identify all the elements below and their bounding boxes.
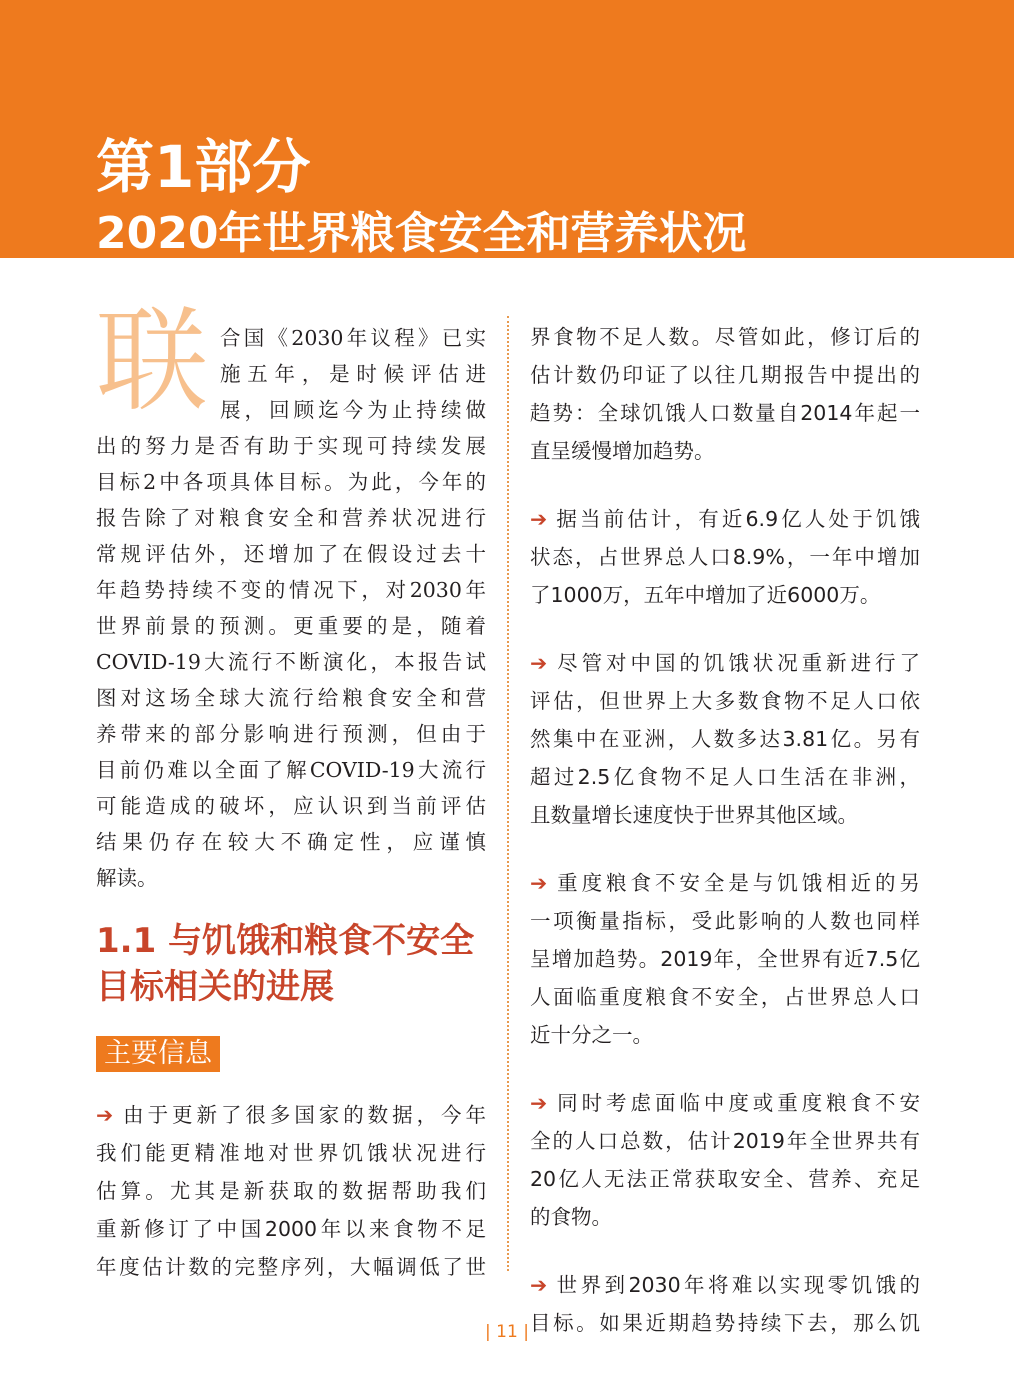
bullet-line: 由于更新了很多国家的数据，今年	[119, 1103, 486, 1127]
bullet-line: 的食物。	[530, 1205, 612, 1229]
bullet-line: 一项衡量指标，受此影响的人数也同样	[530, 909, 920, 933]
column-divider	[507, 316, 509, 1271]
intro-line: 目前仍难以全面了解COVID-19大流行	[96, 758, 486, 782]
bullet-line: 界食物不足人数。尽管如此，修订后的	[530, 325, 920, 349]
bullet-line: 趋势：全球饥饿人口数量自2014年起一	[530, 401, 920, 425]
intro-line: 解读。	[96, 866, 158, 890]
bullet-line: 世界到2030年将难以实现零饥饿的	[553, 1273, 920, 1297]
bullet-line: 状态，占世界总人口8.9%，一年中增加	[530, 545, 920, 569]
intro-line: 施五年，是时候评估进	[220, 362, 486, 386]
arrow-icon: ➔	[530, 871, 548, 895]
intro-line: 世界前景的预测。更重要的是，随着	[96, 614, 486, 638]
key-message-bullet	[530, 864, 920, 1054]
bullet-line: 人面临重度粮食不安全，占世界总人口	[530, 985, 920, 1009]
key-message-bullet	[530, 500, 920, 614]
chapter-number-title: 第1部分	[96, 133, 311, 201]
intro-line: 养带来的部分影响进行预测，但由于	[96, 722, 486, 746]
bullet-line: 重度粮食不安全是与饥饿相近的另	[553, 871, 920, 895]
intro-line: 可能造成的破坏，应认识到当前评估	[96, 794, 486, 818]
bullet-line: 呈增加趋势。2019年，全世界有近7.5亿	[530, 947, 920, 971]
key-message-bullet	[530, 1084, 920, 1236]
bullet-line: 超过2.5亿食物不足人口生活在非洲，	[530, 765, 920, 789]
section-heading-line: 目标相关的进展	[96, 967, 334, 1007]
chapter-header	[0, 0, 1014, 258]
arrow-icon: ➔	[530, 507, 548, 531]
bullet-line: 近十分之一。	[530, 1023, 653, 1047]
arrow-icon: ➔	[530, 1091, 548, 1115]
intro-line: 目标2中各项具体目标。为此，今年的	[96, 470, 486, 494]
bullet-line: 估计数仍印证了以往几期报告中提出的	[530, 363, 920, 387]
arrow-icon: ➔	[530, 651, 548, 675]
bullet-line: 据当前估计，有近6.9亿人处于饥饿	[553, 507, 920, 531]
intro-line: 展，回顾迄今为止持续做	[220, 398, 486, 422]
bullet-line: 重新修订了中国2000年以来食物不足	[96, 1217, 486, 1241]
arrow-icon: ➔	[530, 1273, 548, 1297]
intro-line: 年趋势持续不变的情况下，对2030年	[96, 578, 486, 602]
arrow-icon: ➔	[96, 1103, 114, 1127]
continued-bullet	[530, 318, 920, 470]
intro-line: 图对这场全球大流行给粮食安全和营	[96, 686, 486, 710]
left-column	[96, 297, 486, 1286]
intro-paragraph	[96, 297, 486, 890]
bullet-line: 估算。尤其是新获取的数据帮助我们	[96, 1179, 486, 1203]
key-message-bullet	[530, 644, 920, 834]
bullet-line: 目标。如果近期趋势持续下去，那么饥	[530, 1311, 920, 1335]
bullet-line: 全的人口总数，估计2019年全世界共有	[530, 1129, 920, 1153]
bullet-line: 且数量增长速度快于世界其他区域。	[530, 803, 858, 827]
intro-line: 合国《2030年议程》已实	[220, 326, 486, 350]
section-heading	[96, 918, 486, 1010]
page-number: | 11 |	[485, 1322, 529, 1342]
bullet-line: 20亿人无法正常获取安全、营养、充足	[530, 1167, 920, 1191]
drop-cap: 联	[96, 297, 208, 427]
bullet-line: 尽管对中国的饥饿状况重新进行了	[553, 651, 920, 675]
intro-line: 结果仍存在较大不确定性，应谨慎	[96, 830, 486, 854]
bullet-line: 评估，但世界上大多数食物不足人口依	[530, 689, 920, 713]
bullet-line: 直呈缓慢增加趋势。	[530, 439, 715, 463]
intro-line: 常规评估外，还增加了在假设过去十	[96, 542, 486, 566]
bullet-line: 我们能更精准地对世界饥饿状况进行	[96, 1141, 486, 1165]
section-heading-line: 1.1 与饥饿和粮食不安全	[96, 921, 475, 961]
bullet-line: 年度估计数的完整序列，大幅调低了世	[96, 1255, 486, 1279]
intro-line: COVID-19大流行不断演化，本报告试	[96, 650, 486, 674]
right-column	[530, 318, 920, 1372]
chapter-title: 2020年世界粮食安全和营养状况	[96, 208, 747, 258]
bullet-line: 了1000万，五年中增加了近6000万。	[530, 583, 881, 607]
key-messages-label: 主要信息	[96, 1036, 220, 1072]
intro-line: 报告除了对粮食安全和营养状况进行	[96, 506, 486, 530]
intro-line: 出的努力是否有助于实现可持续发展	[96, 434, 486, 458]
bullet-line: 同时考虑面临中度或重度粮食不安	[553, 1091, 920, 1115]
key-message-bullet	[96, 1096, 486, 1286]
bullet-line: 然集中在亚洲，人数多达3.81亿。另有	[530, 727, 920, 751]
